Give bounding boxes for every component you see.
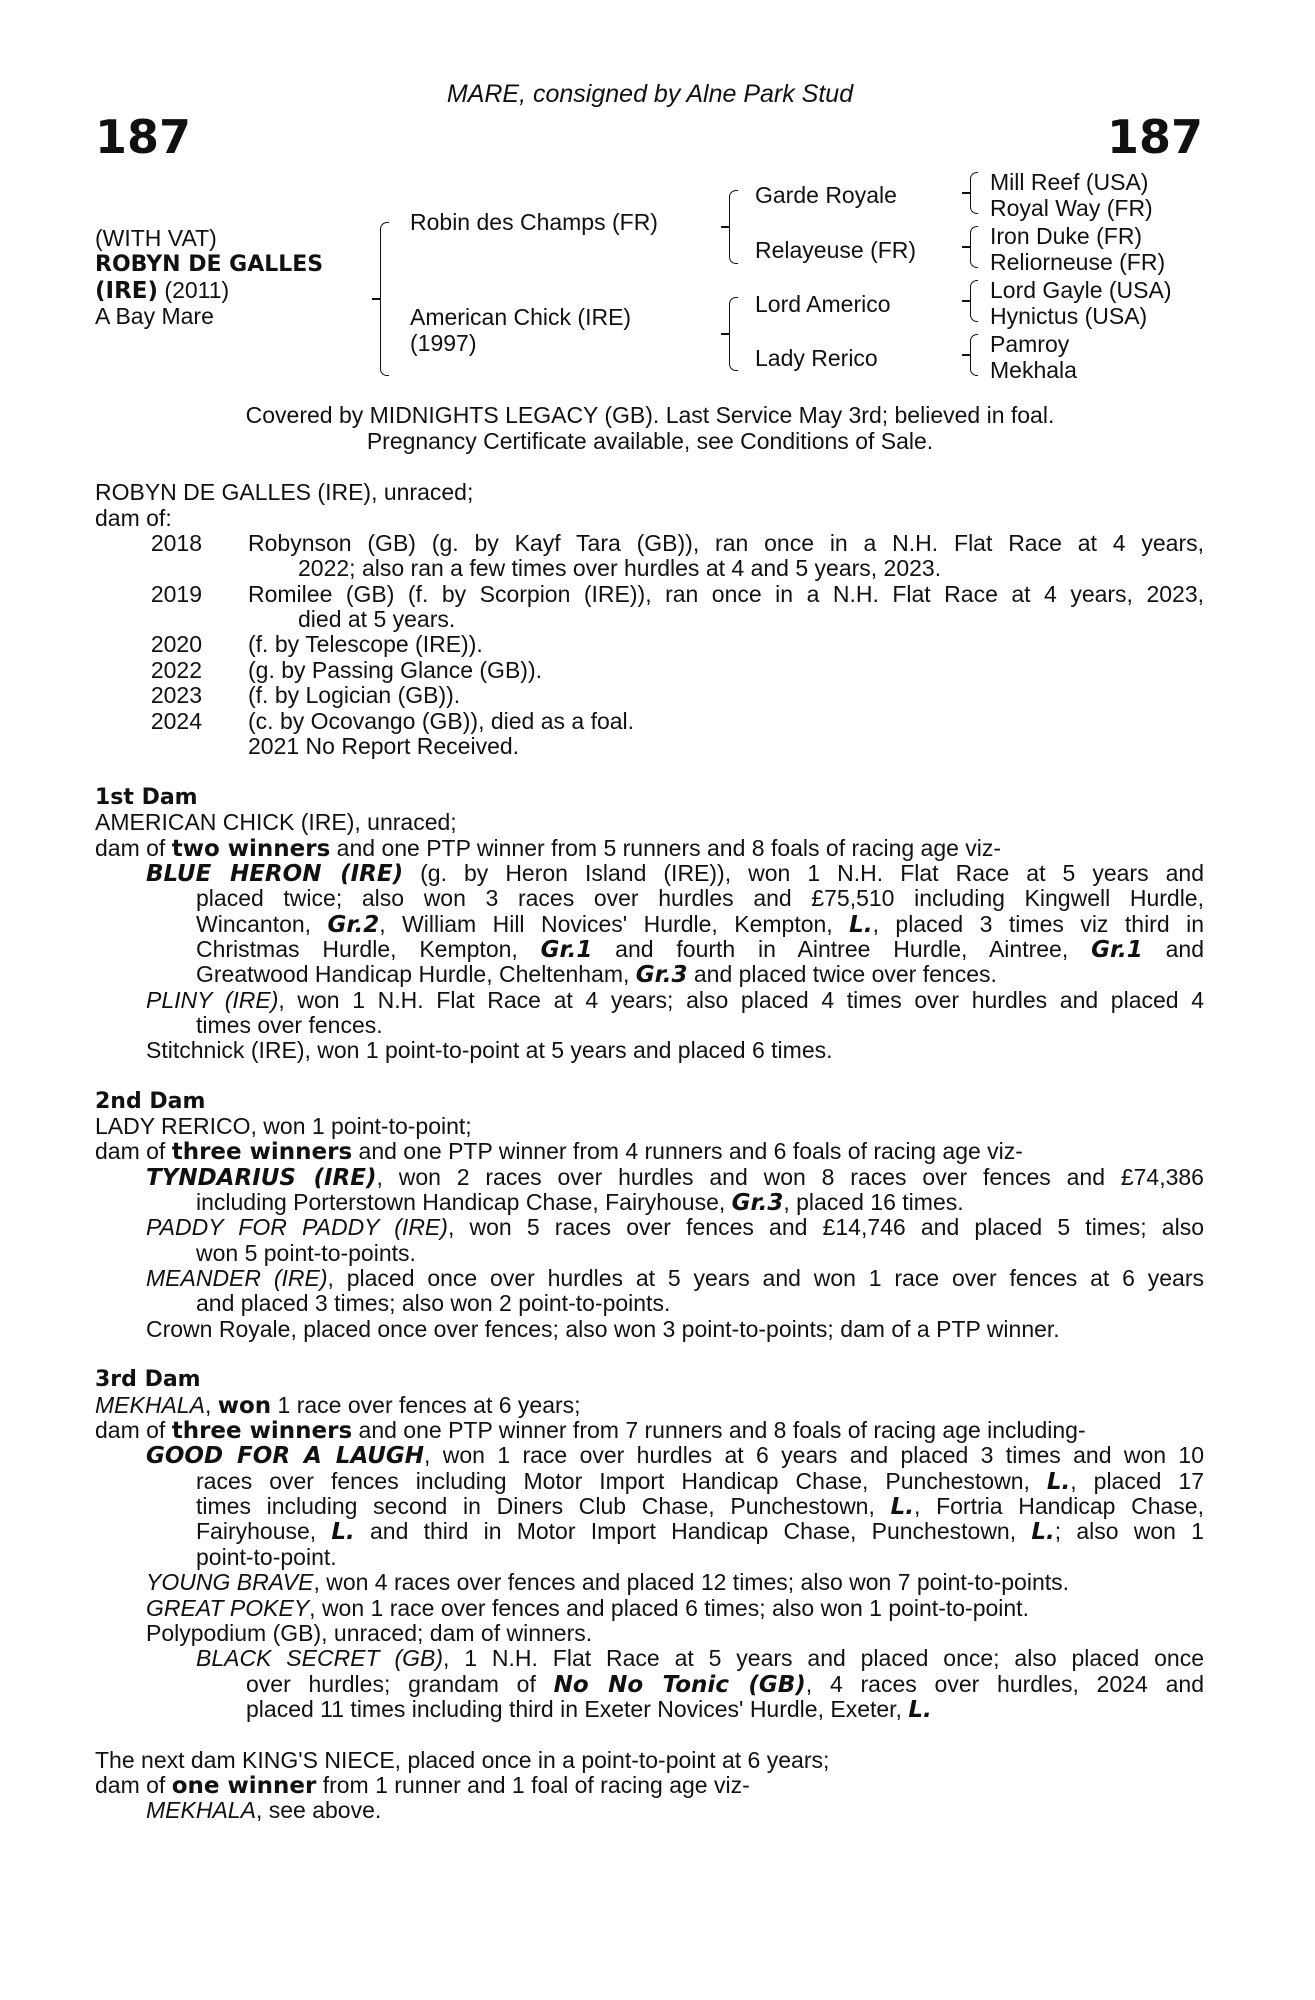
pedigree-g3-6: Hynictus (USA) bbox=[990, 303, 1148, 329]
produce-entry: (g. by Passing Glance (GB)). bbox=[248, 657, 542, 683]
blue-heron-entry: BLUE HERON (IRE) (g. by Heron Island (IRE)), won 1 N.H. Flat Race at 5 years and bbox=[146, 860, 1204, 887]
paddy-cont: won 5 point-to-points. bbox=[196, 1240, 416, 1266]
horse-name: ROBYN DE GALLES bbox=[95, 252, 324, 277]
pedigree-g2-4: Lady Rerico bbox=[755, 345, 878, 371]
meander-cont: and placed 3 times; also won 2 point-to-points. bbox=[196, 1290, 671, 1316]
horse-name-line2 bbox=[95, 278, 229, 305]
blue-heron-cont: placed twice; also won 3 races over hurdles and £75,510 including Kingwell Hurdle, bbox=[196, 885, 1204, 911]
pedigree-g3-7: Pamroy bbox=[990, 331, 1070, 357]
winners-count: two winners bbox=[171, 836, 331, 862]
covered-line: Covered by MIDNIGHTS LEGACY (GB). Last Service May 3rd; believed in foal. bbox=[245, 402, 1055, 428]
pedigree-g3-1: Mill Reef (USA) bbox=[990, 169, 1149, 195]
great-pokey-name: GREAT POKEY bbox=[146, 1595, 310, 1621]
pedigree-g2-2: Relayeuse (FR) bbox=[755, 237, 917, 263]
blue-heron-cont: Greatwood Handicap Hurdle, Cheltenham, Gr.3 and placed twice over fences. bbox=[196, 961, 997, 988]
black-secret-cont: over hurdles; grandam of No No Tonic (GB), 4 races over hurdles, 2024 and bbox=[246, 1671, 1204, 1698]
black-secret-name: BLACK SECRET (GB) bbox=[196, 1645, 444, 1671]
pedigree-dam: American Chick (IRE) bbox=[410, 304, 632, 330]
good-for-a-laugh-cont: times including second in Diners Club Chase, Punchestown, L., Fortria Handicap Chase, bbox=[196, 1493, 1204, 1520]
horse-year: (2011) bbox=[164, 277, 230, 303]
pedigree-g3-3: Iron Duke (FR) bbox=[990, 223, 1143, 249]
pedigree-brace-g3 bbox=[970, 280, 978, 322]
pedigree-dam-year: (1997) bbox=[410, 330, 477, 356]
pedigree-g2-1: Garde Royale bbox=[755, 182, 897, 208]
good-for-a-laugh-cont: Fairyhouse, L. and third in Motor Import Handicap Chase, Punchestown, L.; also won 1 bbox=[196, 1518, 1204, 1545]
pedigree-brace-main bbox=[380, 222, 389, 376]
produce-entry: (f. by Telescope (IRE)). bbox=[248, 631, 483, 657]
produce-entry: Romilee (GB) (f. by Scorpion (IRE)), ran once in a N.H. Flat Race at 4 years, 2023, bbox=[248, 581, 1204, 607]
produce-entry: (c. by Ocovango (GB)), died as a foal. bbox=[248, 708, 635, 734]
tyndarius-name: TYNDARIUS (IRE) bbox=[146, 1165, 377, 1191]
blue-heron-cont: Wincanton, Gr.2, William Hill Novices' Hurdle, Kempton, L., placed 3 times viz third in bbox=[196, 911, 1204, 938]
pliny-cont: times over fences. bbox=[196, 1012, 383, 1038]
vat-note: (WITH VAT) bbox=[95, 225, 217, 251]
stitchnick-entry: Stitchnick (IRE), won 1 point-to-point at 5 years and placed 6 times. bbox=[146, 1037, 833, 1063]
third-dam-heading: 3rd Dam bbox=[95, 1367, 201, 1392]
second-dam-summary: dam of three winners and one PTP winner from 4 runners and 6 foals of racing age viz- bbox=[95, 1138, 1023, 1165]
paddy-name: PADDY FOR PADDY (IRE) bbox=[146, 1214, 448, 1240]
lot-number-right: 187 bbox=[1106, 110, 1203, 164]
tyndarius-entry: TYNDARIUS (IRE), won 2 races over hurdles and won 8 races over fences and £74,386 bbox=[146, 1164, 1204, 1191]
black-secret-cont: placed 11 times including third in Exeter Novices' Hurdle, Exeter, L. bbox=[246, 1696, 932, 1723]
produce-no-report: 2021 No Report Received. bbox=[248, 733, 520, 759]
produce-year: 2019 bbox=[150, 581, 202, 607]
meander-entry: MEANDER (IRE), placed once over hurdles at 5 years and won 1 race over fences at 6 years bbox=[146, 1265, 1204, 1291]
produce-entry-cont: died at 5 years. bbox=[298, 606, 456, 632]
pedigree-brace-g2 bbox=[970, 226, 978, 268]
pedigree-g3-4: Reliorneuse (FR) bbox=[990, 249, 1166, 275]
pliny-name: PLINY (IRE) bbox=[146, 987, 279, 1013]
good-for-a-laugh-name: GOOD FOR A LAUGH bbox=[146, 1443, 425, 1469]
blue-heron-cont: Christmas Hurdle, Kempton, Gr.1 and fourth in Aintree Hurdle, Aintree, Gr.1 and bbox=[196, 936, 1204, 963]
paddy-entry: PADDY FOR PADDY (IRE), won 5 races over fences and £14,746 and placed 5 times; also bbox=[146, 1214, 1204, 1240]
pedigree-sire: Robin des Champs (FR) bbox=[410, 209, 658, 235]
pedigree-g2-3: Lord Americo bbox=[755, 291, 891, 317]
winners-count: three winners bbox=[171, 1139, 353, 1165]
pedigree-brace-dam bbox=[729, 297, 738, 371]
winners-count: three winners bbox=[171, 1418, 353, 1444]
produce-entry: (f. by Logician (GB)). bbox=[248, 682, 461, 708]
pedigree-brace-g1 bbox=[970, 172, 978, 214]
produce-dam-of: dam of: bbox=[95, 505, 172, 531]
young-brave-name: YOUNG BRAVE bbox=[146, 1569, 314, 1595]
good-for-a-laugh-cont: races over fences including Motor Import Handicap Chase, Punchestown, L., placed 17 bbox=[196, 1468, 1204, 1495]
horse-description: A Bay Mare bbox=[95, 303, 214, 329]
horse-country: (IRE) bbox=[95, 278, 159, 304]
black-secret-entry: BLACK SECRET (GB), 1 N.H. Flat Race at 5 years and placed once; also placed once bbox=[196, 1645, 1205, 1671]
blue-heron-name: BLUE HERON (IRE) bbox=[146, 861, 404, 887]
crown-royale-entry: Crown Royale, placed once over fences; also won 3 point-to-points; dam of a PTP winner. bbox=[146, 1316, 1060, 1342]
second-dam-name: LADY RERICO, won 1 point-to-point; bbox=[95, 1113, 472, 1139]
first-dam-heading: 1st Dam bbox=[95, 785, 198, 810]
second-dam-heading: 2nd Dam bbox=[95, 1089, 206, 1114]
pedigree-brace-sire bbox=[729, 190, 738, 264]
next-dam-line: The next dam KING'S NIECE, placed once in a point-to-point at 6 years; bbox=[95, 1747, 830, 1773]
good-for-a-laugh-cont: point-to-point. bbox=[196, 1544, 337, 1570]
young-brave-entry: YOUNG BRAVE, won 4 races over fences and placed 12 times; also won 7 point-to-points. bbox=[146, 1569, 1070, 1595]
lot-number-left: 187 bbox=[95, 110, 192, 164]
good-for-a-laugh-entry: GOOD FOR A LAUGH, won 1 race over hurdles at 6 years and placed 3 times and won 10 bbox=[146, 1442, 1204, 1469]
produce-entry: Robynson (GB) (g. by Kayf Tara (GB)), ran once in a N.H. Flat Race at 4 years, bbox=[248, 530, 1204, 556]
tyndarius-cont: including Porterstown Handicap Chase, Fairyhouse, Gr.3, placed 16 times. bbox=[196, 1189, 964, 1216]
third-dam-summary: dam of three winners and one PTP winner from 7 runners and 8 foals of racing age including- bbox=[95, 1417, 1086, 1444]
polypodium-entry: Polypodium (GB), unraced; dam of winners. bbox=[146, 1620, 593, 1646]
produce-entry-cont: 2022; also ran a few times over hurdles at 4 and 5 years, 2023. bbox=[298, 555, 942, 581]
pliny-entry: PLINY (IRE), won 1 N.H. Flat Race at 4 years; also placed 4 times over hurdles and placed 4 bbox=[146, 987, 1204, 1013]
pedigree-g3-5: Lord Gayle (USA) bbox=[990, 277, 1172, 303]
first-dam-summary: dam of two winners and one PTP winner from 5 runners and 8 foals of racing age viz- bbox=[95, 835, 1002, 862]
mekhala-name: MEKHALA bbox=[146, 1797, 256, 1823]
third-dam-name: MEKHALA, won 1 race over fences at 6 years; bbox=[95, 1392, 581, 1419]
produce-year: 2023 bbox=[150, 682, 202, 708]
next-dam-summary: dam of one winner from 1 runner and 1 foal of racing age viz- bbox=[95, 1772, 750, 1799]
consignor-line: MARE, consigned by Alne Park Stud bbox=[446, 80, 854, 108]
produce-year: 2020 bbox=[150, 631, 202, 657]
meander-name: MEANDER (IRE) bbox=[146, 1265, 328, 1291]
mekhala-entry: MEKHALA, see above. bbox=[146, 1797, 382, 1823]
pedigree-brace-g4 bbox=[970, 334, 978, 376]
produce-year: 2022 bbox=[150, 657, 202, 683]
produce-year: 2018 bbox=[150, 530, 202, 556]
produce-year: 2024 bbox=[150, 708, 202, 734]
produce-intro: ROBYN DE GALLES (IRE), unraced; bbox=[95, 479, 474, 505]
pedigree-g3-8: Mekhala bbox=[990, 357, 1077, 383]
pedigree-g3-2: Royal Way (FR) bbox=[990, 195, 1153, 221]
great-pokey-entry: GREAT POKEY, won 1 race over fences and placed 6 times; also won 1 point-to-point. bbox=[146, 1595, 1029, 1621]
winners-count: one winner bbox=[171, 1773, 317, 1799]
pregnancy-line: Pregnancy Certificate available, see Conditions of Sale. bbox=[366, 428, 934, 454]
first-dam-name: AMERICAN CHICK (IRE), unraced; bbox=[95, 809, 457, 835]
